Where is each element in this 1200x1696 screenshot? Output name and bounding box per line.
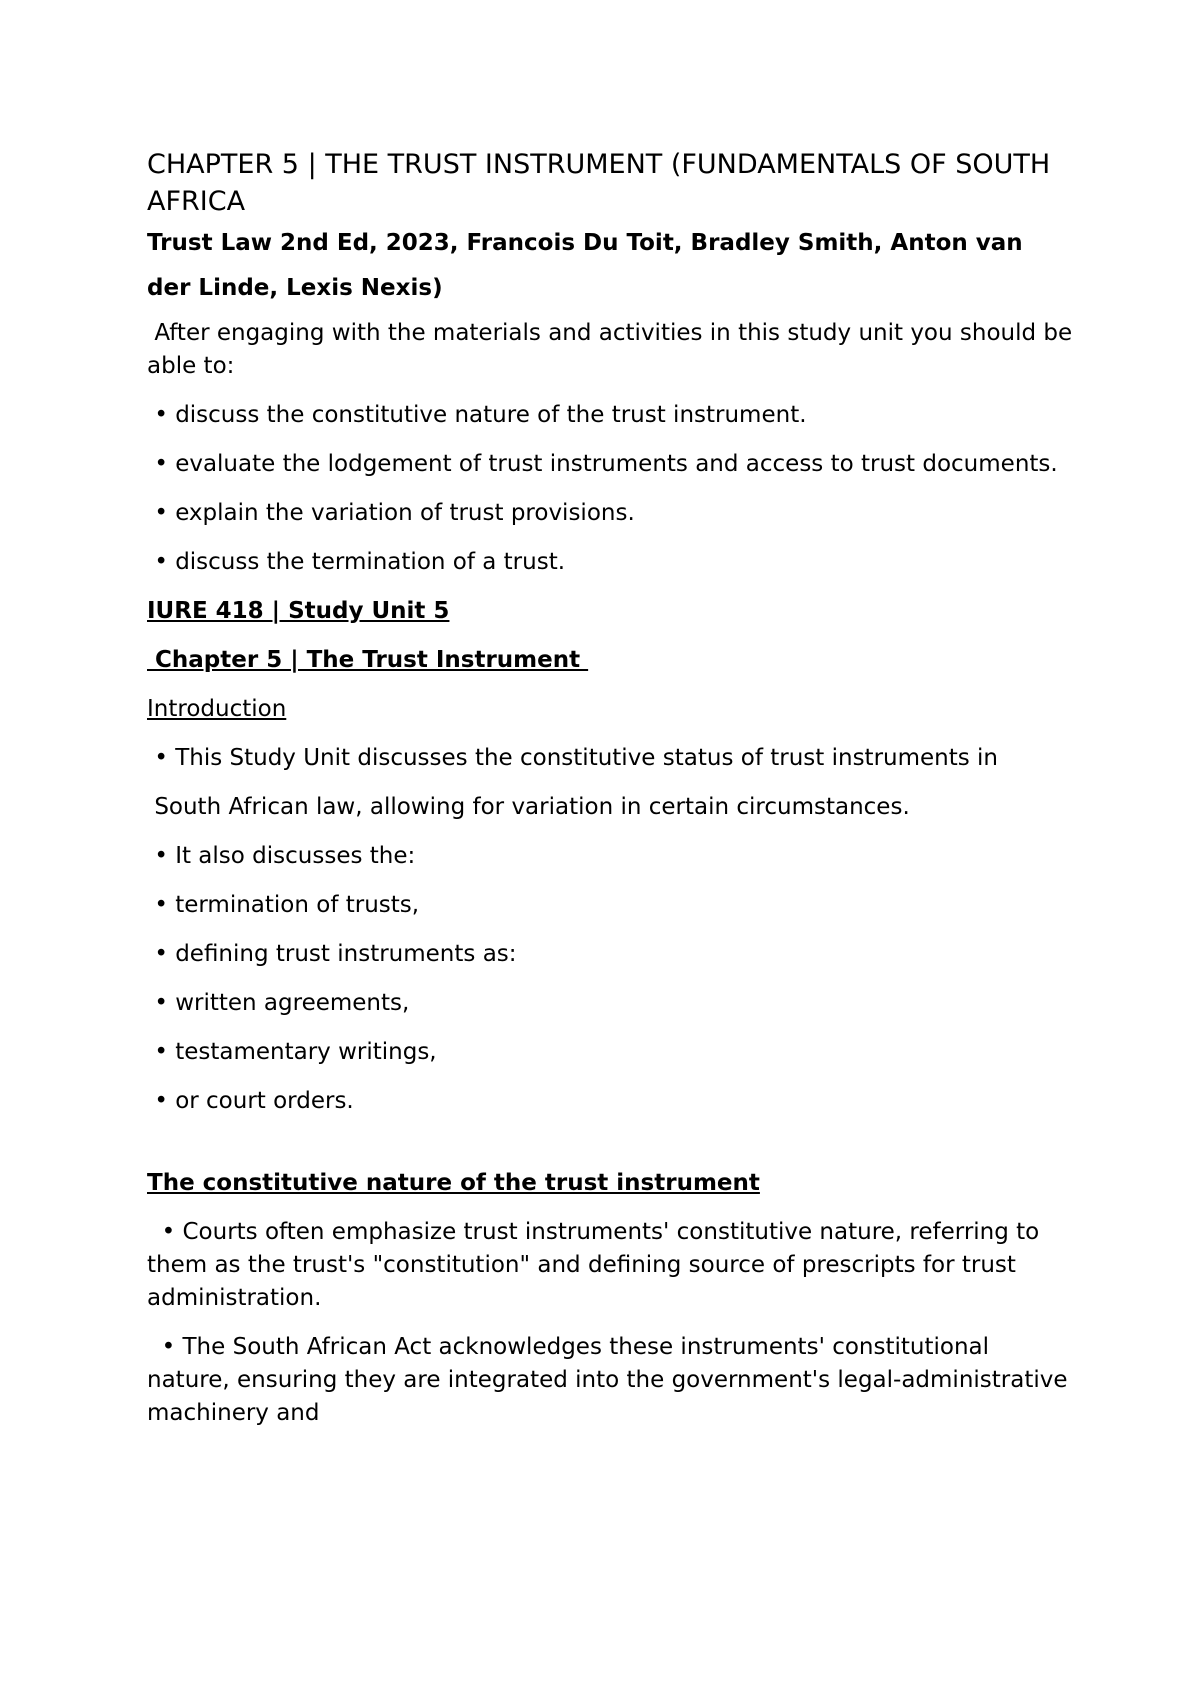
introduction-heading: Introduction	[147, 696, 287, 722]
outcome-item: • evaluate the lodgement of trust instruments and access to trust documents.	[147, 451, 1058, 477]
introduction-item: • It also discusses the:	[147, 843, 416, 869]
section-item: • Courts often emphasize trust instruments' constitutive nature, referring to them as the trust's "constitution" and defining source of prescripts for trust administration.	[147, 1219, 1047, 1311]
introduction-item: • or court orders.	[147, 1088, 354, 1114]
introduction-item: • defining trust instruments as:	[147, 941, 517, 967]
intro-paragraph: After engaging with the materials and activities in this study unit you should be able to:	[147, 320, 1080, 379]
document-subtitle-line-1: Trust Law 2nd Ed, 2023, Francois Du Toit, Bradley Smith, Anton van	[147, 230, 1023, 256]
introduction-item: • This Study Unit discusses the constitutive status of trust instruments in	[147, 745, 999, 771]
spacer	[147, 1134, 1077, 1167]
introduction-item: • testamentary writings,	[147, 1039, 437, 1065]
section-item: • The South African Act acknowledges these instruments' constitutional nature, ensuring they are integrated into the government's legal-administrative machinery and	[147, 1334, 1075, 1426]
introduction-item: • written agreements,	[147, 990, 410, 1016]
introduction-item: • termination of trusts,	[147, 892, 420, 918]
chapter-heading: Chapter 5 | The Trust Instrument	[147, 647, 589, 673]
section-heading: The constitutive nature of the trust instrument	[147, 1170, 760, 1196]
document-subtitle-line-2: der Linde, Lexis Nexis)	[147, 275, 443, 301]
outcome-item: • explain the variation of trust provisions.	[147, 500, 635, 526]
unit-heading: IURE 418 | Study Unit 5	[147, 598, 450, 624]
introduction-item: South African law, allowing for variation in certain circumstances.	[147, 794, 910, 820]
outcome-item: • discuss the constitutive nature of the trust instrument.	[147, 402, 807, 428]
document-page	[147, 146, 1080, 1446]
document-title: CHAPTER 5 | THE TRUST INSTRUMENT (FUNDAMENTALS OF SOUTH AFRICA	[147, 149, 1051, 217]
outcome-item: • discuss the termination of a trust.	[147, 549, 566, 575]
